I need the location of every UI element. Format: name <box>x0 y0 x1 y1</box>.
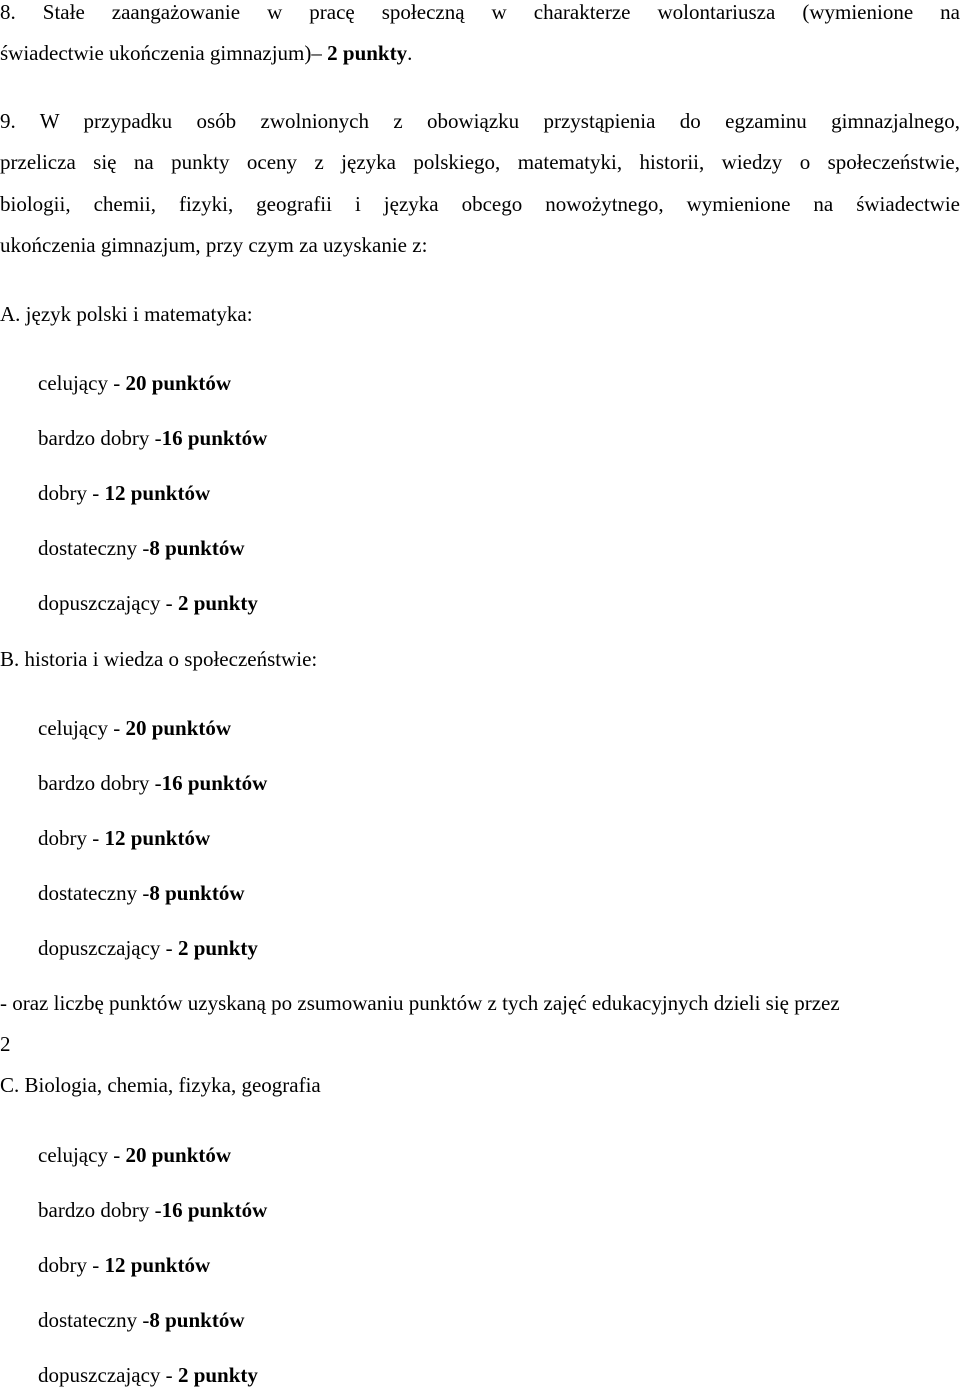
grade-points: 20 punktów <box>125 1143 232 1167</box>
grade-points: 16 punktów <box>161 1198 268 1222</box>
item8-line-1: 8. Stałe zaangażowanie w pracę społeczną w charakterze wolontariusza (wymienione na <box>0 0 960 24</box>
grade-name: dopuszczający - <box>38 1363 178 1387</box>
grade-points: 2 punkty <box>177 591 258 615</box>
item9-line-3: biologii, chemii, fizyki, geografii i języka obcego nowożytnego, wymienione na świadectwie <box>0 192 960 216</box>
grade-name: celujący - <box>38 371 126 395</box>
grade-row <box>38 771 267 795</box>
grade-row <box>38 1143 231 1167</box>
item9-line-1: 9. W przypadku osób zwolnionych z obowiązku przystąpienia do egzaminu gimnazjalnego, <box>0 109 960 133</box>
section-a-heading: A. język polski i matematyka: <box>0 302 253 326</box>
grade-name: dobry - <box>38 826 105 850</box>
grade-name: celujący - <box>38 716 126 740</box>
grade-name: dopuszczający - <box>38 936 178 960</box>
grade-row <box>38 536 245 560</box>
grade-row <box>38 1198 267 1222</box>
note-line-2: 2 <box>0 1032 11 1056</box>
grade-points: 16 punktów <box>161 426 268 450</box>
grade-points: 2 punkty <box>177 1363 258 1387</box>
item9-line-4: ukończenia gimnazjum, przy czym za uzyskanie z: <box>0 233 428 257</box>
grade-points: 12 punktów <box>104 481 211 505</box>
item8-line-2 <box>0 41 960 65</box>
grade-row <box>38 936 258 960</box>
grade-points: 12 punktów <box>104 826 211 850</box>
grade-points: 20 punktów <box>125 716 232 740</box>
item8-text: świadectwie ukończenia gimnazjum)– <box>0 41 328 65</box>
grade-name: dostateczny - <box>38 1308 150 1332</box>
grade-name: bardzo dobry - <box>38 771 162 795</box>
grade-points: 20 punktów <box>125 371 232 395</box>
section-b-heading: B. historia i wiedza o społeczeństwie: <box>0 647 318 671</box>
grade-row <box>38 881 245 905</box>
grade-name: bardzo dobry - <box>38 1198 162 1222</box>
grade-row <box>38 716 231 740</box>
grade-name: celujący - <box>38 1143 126 1167</box>
grade-row <box>38 826 210 850</box>
grade-row <box>38 1363 258 1387</box>
grade-row <box>38 371 231 395</box>
grade-points: 8 punktów <box>149 1308 245 1332</box>
item8-period: . <box>407 41 413 65</box>
grade-name: dobry - <box>38 1253 105 1277</box>
item8-points: 2 punkty <box>327 41 408 65</box>
grade-row <box>38 591 258 615</box>
grade-points: 8 punktów <box>149 881 245 905</box>
grade-points: 16 punktów <box>161 771 268 795</box>
grade-points: 8 punktów <box>149 536 245 560</box>
grade-name: dostateczny - <box>38 536 150 560</box>
grade-row <box>38 1308 245 1332</box>
item9-line-2: przelicza się na punkty oceny z języka polskiego, matematyki, historii, wiedzy o społeczeństwie, <box>0 150 960 174</box>
note-line-1: - oraz liczbę punktów uzyskaną po zsumowaniu punktów z tych zajęć edukacyjnych dzieli się przez <box>0 991 840 1015</box>
grade-name: dopuszczający - <box>38 591 178 615</box>
grade-row <box>38 426 267 450</box>
section-c-heading: C. Biologia, chemia, fizyka, geografia <box>0 1073 321 1097</box>
grade-name: bardzo dobry - <box>38 426 162 450</box>
grade-row <box>38 481 210 505</box>
grade-points: 2 punkty <box>177 936 258 960</box>
grade-row <box>38 1253 210 1277</box>
grade-name: dobry - <box>38 481 105 505</box>
grade-points: 12 punktów <box>104 1253 211 1277</box>
grade-name: dostateczny - <box>38 881 150 905</box>
